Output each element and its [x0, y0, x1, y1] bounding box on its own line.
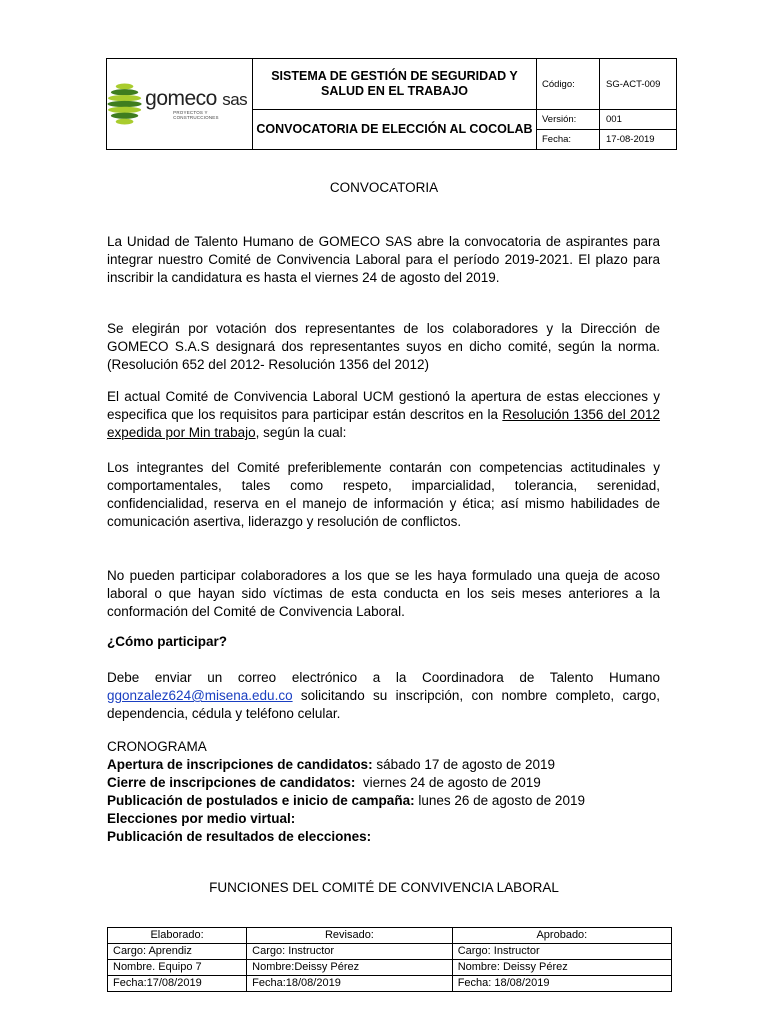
fecha-label: Fecha:	[537, 130, 600, 150]
approval-row	[108, 976, 672, 992]
resolution-reference: Resolución 1356 del 2012 expedida por Min trabajo	[107, 407, 660, 440]
cronograma-heading: CRONOGRAMA	[107, 739, 207, 754]
requirements-text-a: El actual Comité de Convivencia Laboral UCM gestionó la apertura de estas elecciones y especifica que los requisitos para participar están descritos en la	[107, 389, 660, 422]
approval-cell: Fecha:17/08/2019	[108, 976, 247, 992]
approval-row	[108, 960, 672, 976]
approval-table	[107, 927, 672, 992]
paragraph-election: Se elegirán por votación dos representantes de los colaboradores y la Dirección de GOMECO S.A.S designará dos representantes suyos en dicho comité, según la norma. (Resolución 652 del 2012- Resolución 1356 del 2012)	[107, 321, 660, 372]
how-to-participate-heading: ¿Cómo participar?	[107, 634, 228, 649]
cronograma-item: Elecciones por medio virtual:	[107, 811, 296, 826]
functions-heading: FUNCIONES DEL COMITÉ DE CONVIVENCIA LABORAL	[209, 880, 559, 895]
cronograma-item: Apertura de inscripciones de candidatos: sábado 17 de agosto de 2019	[107, 757, 555, 772]
cronograma-item: Cierre de inscripciones de candidatos: viernes 24 de agosto de 2019	[107, 775, 541, 790]
instructions-text-b: solicitando su inscripción, con nombre completo, cargo, dependencia, cédula y teléfono celular.	[107, 688, 660, 721]
approval-cell: Cargo: Instructor	[247, 944, 453, 960]
approval-cell: Cargo: Aprendiz	[108, 944, 247, 960]
logo-sas: sas	[222, 89, 248, 109]
paragraph-exclusions: No pueden participar colaboradores a los que se les haya formulado una queja de acoso laboral o que hayan sido víctimas de esta conducta en los seis meses anteriores a la conformación del Comité de Convivencia Laboral.	[107, 568, 660, 619]
approval-cell: Fecha:18/08/2019	[247, 976, 453, 992]
version-value: 001	[600, 110, 677, 130]
paragraph-requirements	[107, 388, 660, 442]
paragraph-instructions	[107, 669, 660, 723]
approval-cell: Nombre:Deissy Pérez	[247, 960, 453, 976]
cronograma-item: Publicación de resultados de elecciones:	[107, 829, 372, 844]
coordinator-email-link[interactable]: ggonzalez624@misena.edu.co	[107, 688, 293, 703]
paragraph-intro: La Unidad de Talento Humano de GOMECO SAS abre la convocatoria de aspirantes para integrar nuestro Comité de Convivencia Laboral para el período 2019-2021. El plazo para inscribir la candidatura es hasta el viernes 24 de agosto del 2019.	[107, 234, 660, 285]
system-title: SISTEMA DE GESTIÓN DE SEGURIDAD Y SALUD EN EL TRABAJO	[253, 59, 537, 110]
paragraph-competencies: Los integrantes del Comité preferiblemente contarán con competencias actitudinales y comportamentales, tales como respeto, imparcialidad, tolerancia, serenidad, confidencialidad, reserva en el manejo de información y ética; así mismo habilidades de comunicación asertiva, liderazgo y resolución de conflictos.	[107, 460, 660, 529]
approval-header-cell: Aprobado:	[452, 928, 671, 944]
approval-cell: Cargo: Instructor	[452, 944, 671, 960]
logo-sphere-icon	[107, 82, 142, 126]
version-label: Versión:	[537, 110, 600, 130]
approval-header-cell: Revisado:	[247, 928, 453, 944]
cronograma-item: Publicación de postulados e inicio de campaña: lunes 26 de agosto de 2019	[107, 793, 585, 808]
codigo-label: Código:	[537, 59, 600, 110]
codigo-value: SG-ACT-009	[600, 59, 677, 110]
approval-cell: Nombre: Deissy Pérez	[452, 960, 671, 976]
approval-cell: Fecha: 18/08/2019	[452, 976, 671, 992]
approval-header-cell: Elaborado:	[108, 928, 247, 944]
logo-cell	[107, 59, 253, 150]
logo-brand: gomeco	[145, 86, 217, 110]
requirements-text-b: , según la cual:	[255, 425, 347, 440]
fecha-value: 17-08-2019	[600, 130, 677, 150]
convocatoria-heading: CONVOCATORIA	[329, 180, 439, 195]
approval-cell: Nombre. Equipo 7	[108, 960, 247, 976]
cronograma-section	[107, 738, 667, 846]
approval-row	[108, 944, 672, 960]
doc-title: CONVOCATORIA DE ELECCIÓN AL COCOLAB	[253, 110, 537, 150]
approval-header-row	[108, 928, 672, 944]
company-logo	[107, 59, 252, 149]
instructions-text-a: Debe enviar un correo electrónico a la Coordinadora de Talento Humano	[107, 670, 660, 685]
logo-tagline: PROYECTOS Y CONSTRUCCIONES	[173, 109, 219, 120]
document-header-table	[106, 58, 677, 150]
